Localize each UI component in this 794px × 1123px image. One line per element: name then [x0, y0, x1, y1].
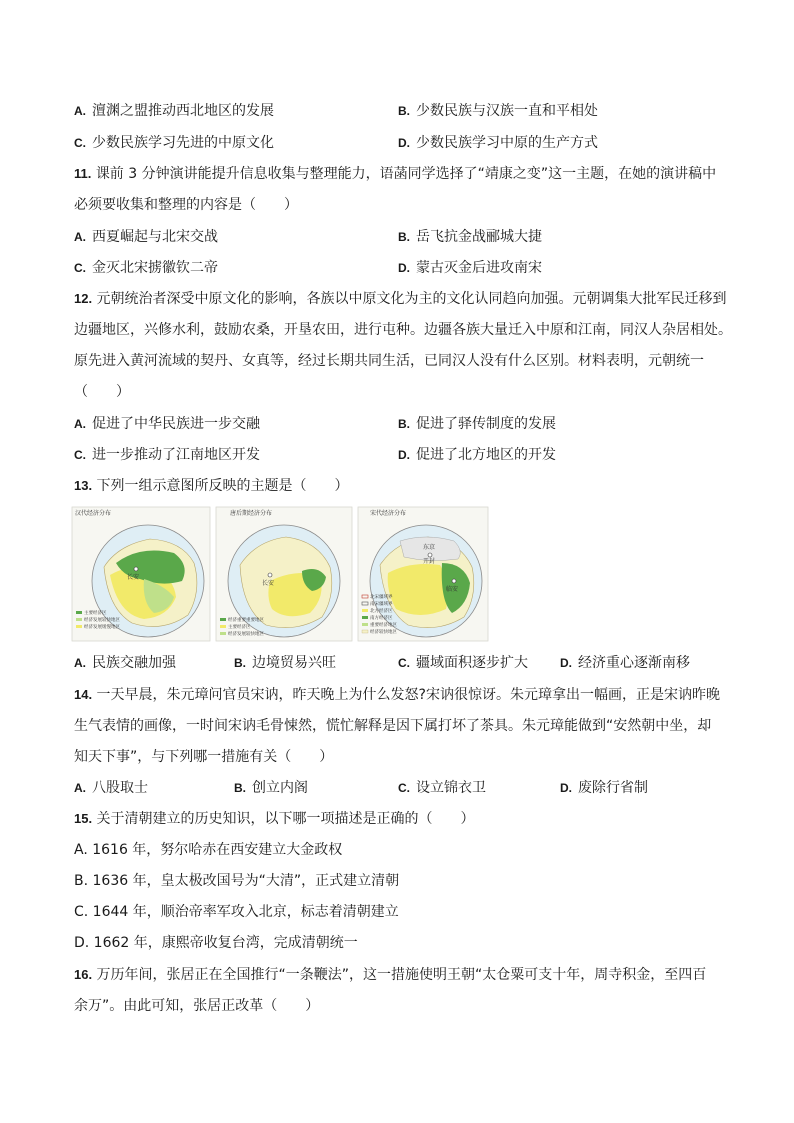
q10-option-b[interactable]: [398, 101, 598, 121]
stem-text: 课前 3 分钟演讲能提升信息收集与整理能力，语菡同学选择了“靖康之变”这一主题，在她的演讲稿中: [95, 166, 717, 182]
q15-option-b[interactable]: B. 1636 年，皇太极改国号为“大清”，正式建立清朝: [74, 873, 400, 889]
option-text: 促进了驿传制度的发展: [416, 416, 556, 432]
q15-option-d[interactable]: D. 1662 年，康熙帝收复台湾，完成清朝统一: [74, 935, 358, 951]
q14-option-a[interactable]: [74, 778, 148, 798]
q14-option-c[interactable]: [398, 778, 486, 798]
option-letter: B.: [234, 781, 246, 795]
q13-option-c[interactable]: [398, 653, 528, 673]
legend-item: 南宋疆域界: [370, 602, 393, 607]
legend-item: 主要经济区: [228, 625, 251, 630]
legend-item: 主要经济区: [84, 611, 107, 616]
q16-stem-line2: 余万”。由此可知，张居正改革（ ）: [74, 998, 320, 1014]
city-label: 长安: [127, 574, 140, 581]
option-letter: A.: [74, 781, 86, 795]
option-text: 创立内阁: [252, 780, 308, 796]
option-letter: C.: [74, 136, 86, 150]
question-number: 11.: [74, 166, 92, 181]
option-text: 蒙古灭金后进攻南宋: [416, 260, 542, 276]
q15-option-a[interactable]: A. 1616 年，努尔哈赤在西安建立大金政权: [74, 842, 343, 858]
option-letter: A.: [74, 104, 86, 118]
q13-option-b[interactable]: [234, 653, 336, 673]
q14-stem-line3: 知天下事”，与下列哪一措施有关（ ）: [74, 749, 334, 765]
q14-option-b[interactable]: [234, 778, 308, 798]
option-text: 岳飞抗金战郦城大捷: [416, 229, 542, 245]
economic-distribution-maps: [70, 505, 490, 645]
q10-option-a[interactable]: [74, 101, 274, 121]
q12-stem-line2: 边疆地区，兴修水利，鼓励农桑，开垦农田，进行屯种。边疆各族大量迁入中原和江南，同汉人杂居相处。: [74, 322, 732, 338]
map-title: 唐后期经济分布: [230, 510, 273, 517]
stem-text: 元朝统治者深受中原文化的影响，各族以中原文化为主的文化认同趋向加强。元朝调集大批军民迁移到: [96, 291, 727, 307]
option-text: 澶渊之盟推动西北地区的发展: [92, 103, 274, 119]
stem-text: 关于清朝建立的历史知识，以下哪一项描述是正确的（ ）: [96, 811, 475, 827]
option-text: 金灭北宋掳徽钦二帝: [92, 260, 218, 276]
q11-option-c[interactable]: [74, 258, 218, 278]
map-song: [358, 507, 488, 641]
legend-item: 北方经济区: [370, 609, 393, 614]
stem-text: 下列一组示意图所反映的主题是（ ）: [96, 478, 349, 494]
option-text: 少数民族与汉族一直和平相处: [416, 103, 598, 119]
city-label: 东京: [423, 544, 436, 551]
q12-option-a[interactable]: [74, 414, 260, 434]
option-letter: C.: [398, 781, 410, 795]
q14-stem-line1: [74, 685, 720, 705]
option-text: 少数民族学习先进的中原文化: [92, 135, 274, 151]
city-label: 临安: [446, 586, 459, 593]
q13-stem-line1: [74, 476, 349, 496]
option-letter: D.: [398, 448, 410, 462]
q12-stem-line1: [74, 289, 727, 309]
city-label: 开封: [423, 558, 436, 565]
q12-option-c[interactable]: [74, 445, 260, 465]
map-title: 宋代经济分布: [370, 510, 407, 517]
q12-option-d[interactable]: [398, 445, 556, 465]
q13-option-d[interactable]: [560, 653, 690, 673]
option-letter: B.: [398, 417, 410, 431]
option-letter: B.: [398, 104, 410, 118]
map-late-tang: [216, 507, 352, 641]
option-letter: D.: [560, 781, 572, 795]
option-letter: D.: [398, 136, 410, 150]
option-letter: C.: [74, 261, 86, 275]
q11-stem-line1: [74, 164, 716, 184]
stem-text: 一天早晨，朱元璋问官员宋讷，昨天晚上为什么发怒?宋讷很惊讶。朱元璋拿出一幅画，正是宋讷昨晚: [96, 687, 720, 703]
question-number: 12.: [74, 291, 93, 306]
question-number: 15.: [74, 811, 93, 826]
option-text: 促进了北方地区的开发: [416, 447, 556, 463]
question-number: 14.: [74, 687, 93, 702]
option-text: 废除行省制: [578, 780, 648, 796]
q11-option-b[interactable]: [398, 227, 542, 247]
q15-option-c[interactable]: C. 1644 年，顺治帝率军攻入北京，标志着清朝建立: [74, 904, 399, 920]
question-number: 16.: [74, 967, 93, 982]
legend-item: 经济发展较快地区: [228, 632, 264, 637]
q14-option-d[interactable]: [560, 778, 648, 798]
stem-text: 万历年间，张居正在全国推行“一条鞭法”，这一措施使明王朝“太仓粟可支十年，周寺积金，至四百: [96, 967, 707, 983]
city-label: 长安: [262, 580, 275, 587]
question-number: 13.: [74, 478, 93, 493]
legend-item: 南方经济区: [370, 616, 393, 621]
option-letter: D.: [398, 261, 410, 275]
option-text: 民族交融加强: [92, 655, 176, 671]
legend-item: 经济发展较快地区: [84, 618, 120, 623]
q12-stem-line3: 原先进入黄河流域的契丹、女真等，经过长期共同生活，已同汉人没有什么区别。材料表明，元朝统一: [74, 353, 704, 369]
q13-option-a[interactable]: [74, 653, 176, 673]
option-text: 经济重心逐渐南移: [578, 655, 690, 671]
map-title: 汉代经济分布: [75, 510, 112, 517]
q16-stem-line1: [74, 965, 706, 985]
option-letter: B.: [234, 656, 246, 670]
map-han: [72, 507, 210, 641]
q11-option-d[interactable]: [398, 258, 542, 278]
legend-item: 经济发展缓慢地区: [84, 625, 120, 630]
option-text: 进一步推动了江南地区开发: [92, 447, 260, 463]
q10-option-c[interactable]: [74, 133, 274, 153]
option-letter: C.: [398, 656, 410, 670]
option-text: 西夏崛起与北宋交战: [92, 229, 218, 245]
legend-item: 北宋疆域界: [370, 595, 393, 600]
option-letter: C.: [74, 448, 86, 462]
option-letter: A.: [74, 230, 86, 244]
maps-svg: [70, 505, 490, 645]
option-letter: B.: [398, 230, 410, 244]
option-letter: D.: [560, 656, 572, 670]
legend-item: 重要经济地区: [370, 623, 397, 628]
option-text: 疆域面积逐步扩大: [416, 655, 528, 671]
q11-option-a[interactable]: [74, 227, 218, 247]
q10-option-d[interactable]: [398, 133, 598, 153]
option-letter: A.: [74, 417, 86, 431]
q11-stem-line2: 必须要收集和整理的内容是（ ）: [74, 197, 298, 213]
option-text: 设立锦衣卫: [416, 780, 486, 796]
option-text: 边境贸易兴旺: [252, 655, 336, 671]
option-letter: A.: [74, 656, 86, 670]
option-text: 八股取士: [92, 780, 148, 796]
q12-stem-line4: （ ）: [74, 384, 130, 400]
option-text: 少数民族学习中原的生产方式: [416, 135, 598, 151]
q15-stem-line1: [74, 809, 475, 829]
option-text: 促进了中华民族进一步交融: [92, 416, 260, 432]
q14-stem-line2: 生气表情的画像，一时间宋讷毛骨悚然，慌忙解释是因下属打坏了茶具。朱元璋能做到“安然朝中坐，却: [74, 718, 712, 734]
legend-item: 经济重要重要地区: [228, 618, 264, 623]
legend-item: 经济较快地区: [370, 630, 397, 635]
q12-option-b[interactable]: [398, 414, 556, 434]
